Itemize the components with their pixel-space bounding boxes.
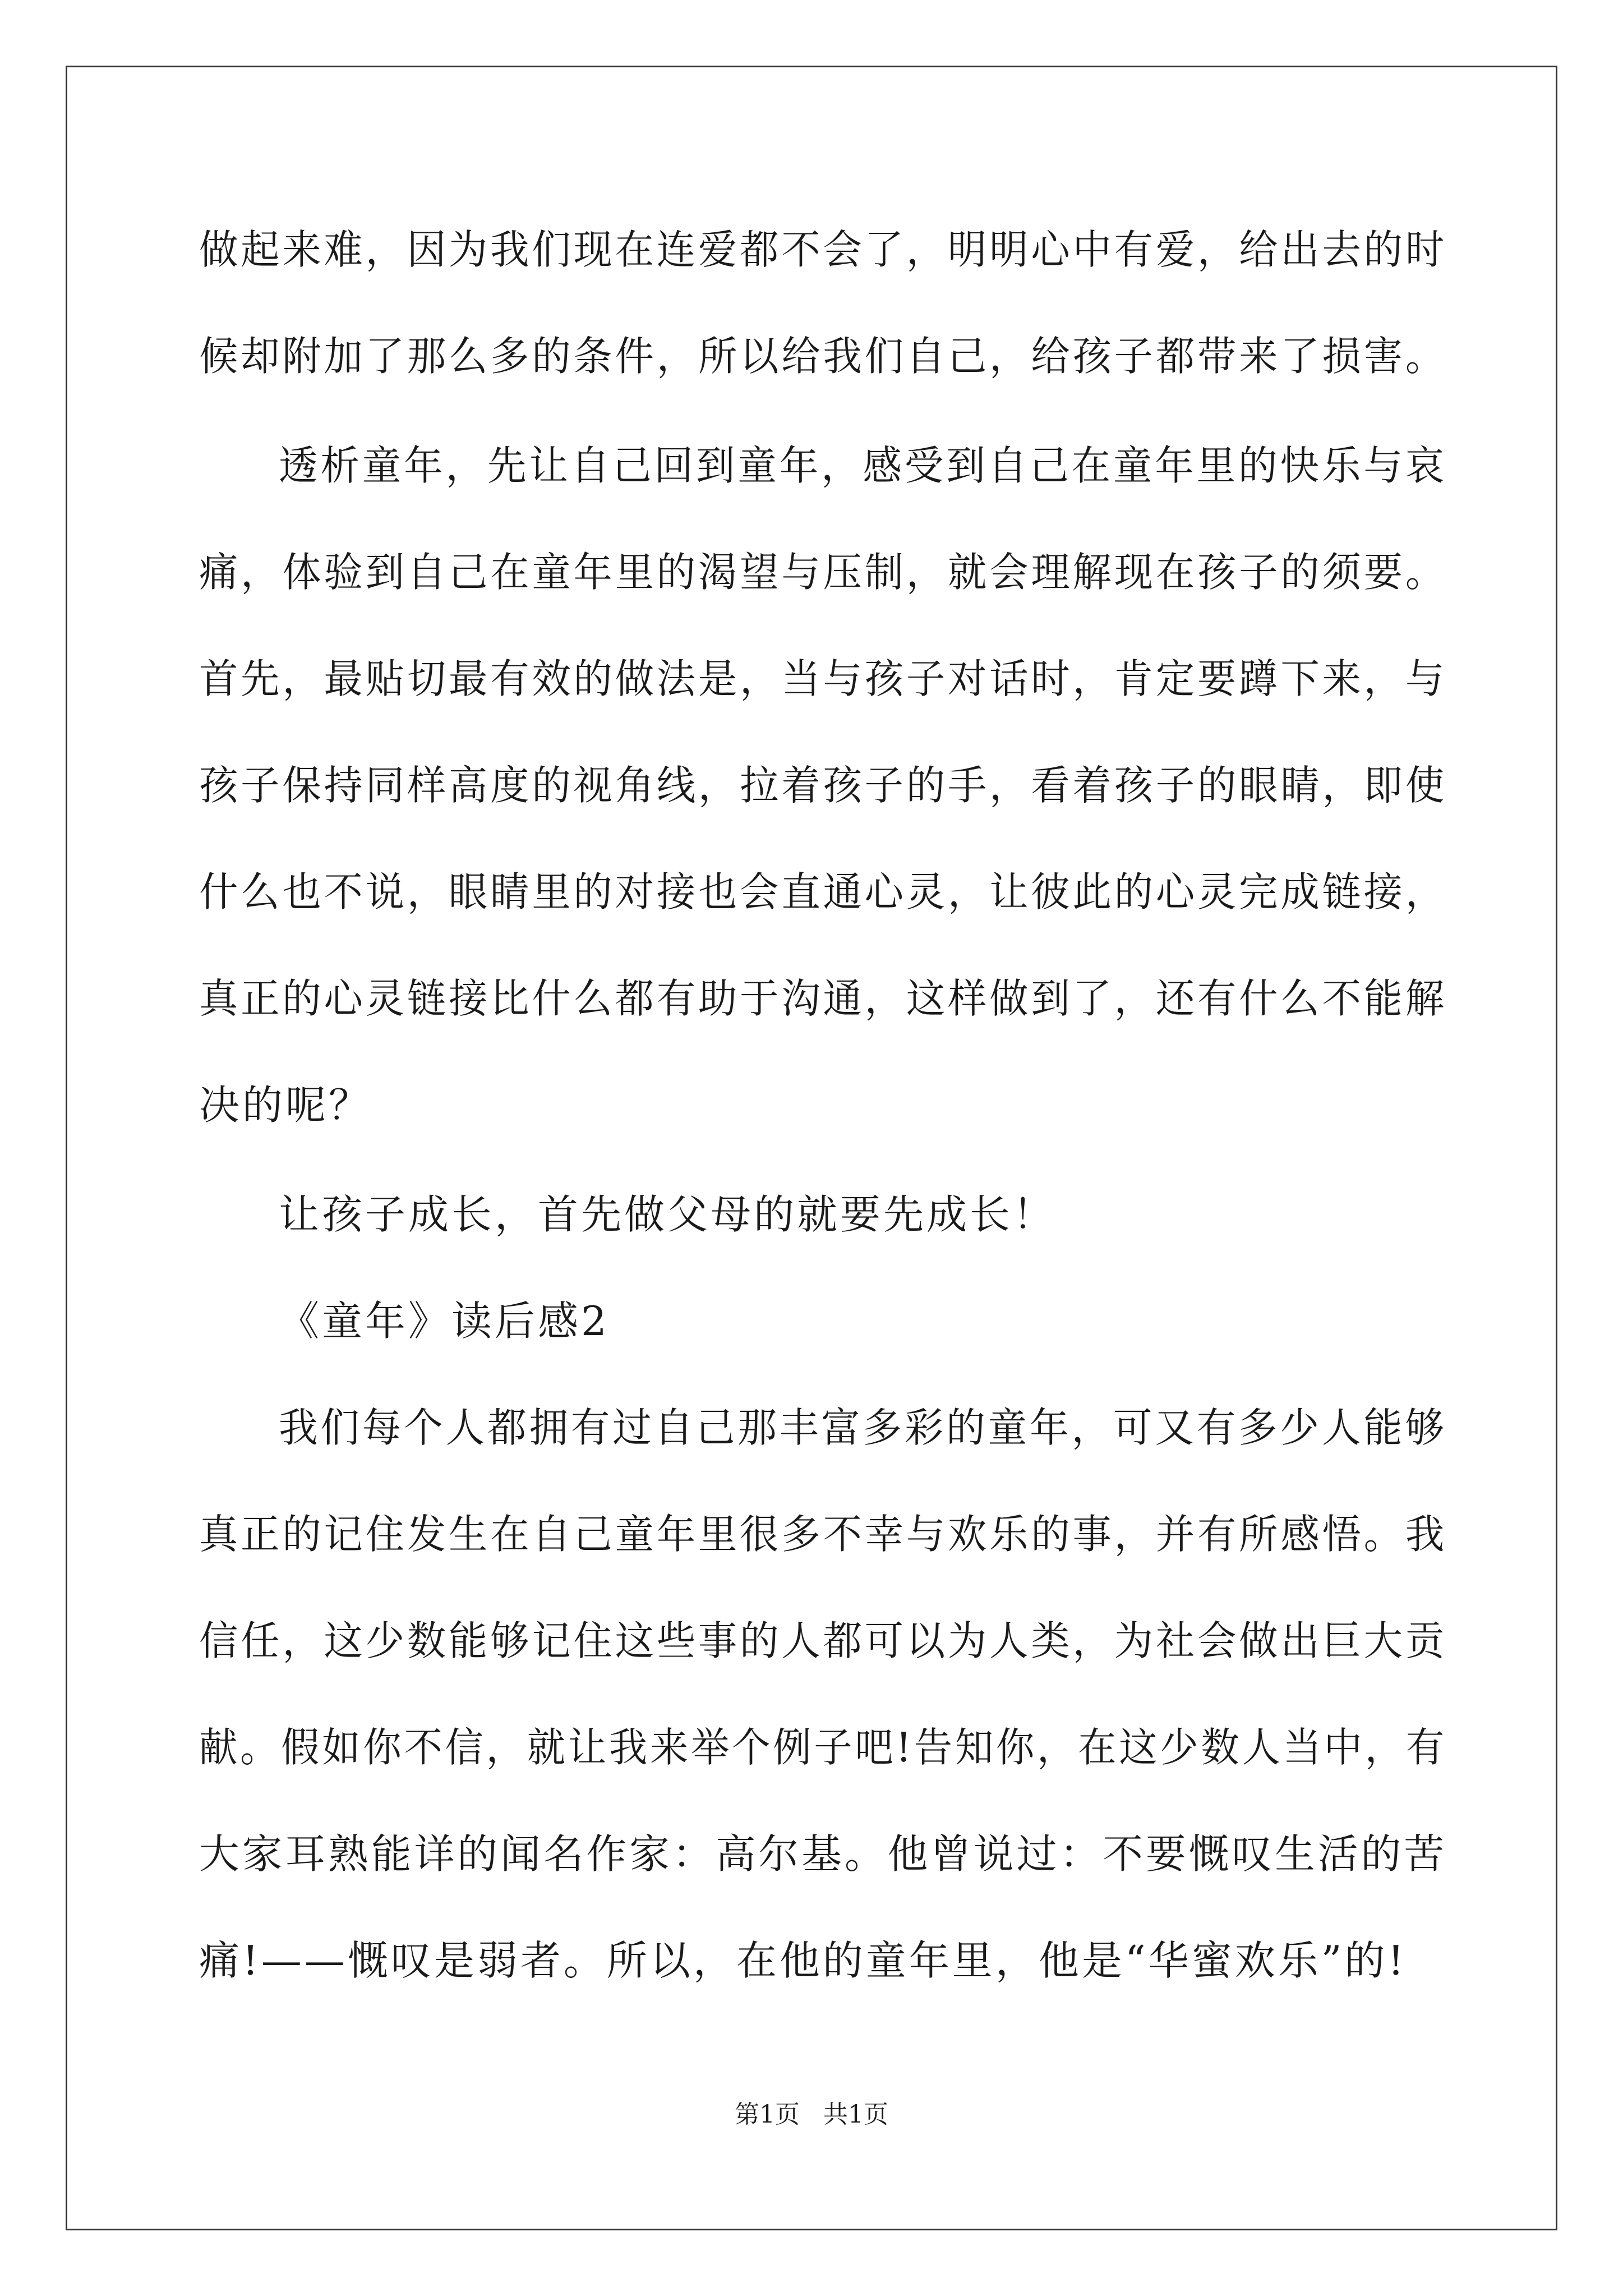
text-line: 真正的心灵链接比什么都有助于沟通，这样做到了，还有什么不能解 [199, 975, 1447, 1022]
text-line: 真正的记住发生在自己童年里很多不幸与欢乐的事，并有所感悟。我 [199, 1511, 1447, 1558]
text-line: 做起来难，因为我们现在连爱都不会了，明明心中有爱，给出去的时 [199, 226, 1447, 273]
text-line: 孩子保持同样高度的视角线，拉着孩子的手，看着孩子的眼睛，即使 [199, 762, 1447, 809]
text-line: 大家耳熟能详的闻名作家：高尔基。他曾说过：不要慨叹生活的苦 [199, 1830, 1447, 1878]
text-line: 决的呢？ [199, 1082, 372, 1129]
page-border [66, 66, 1557, 2230]
text-line: 首先，最贴切最有效的做法是，当与孩子对话时，肯定要蹲下来，与 [199, 655, 1447, 702]
text-line: 信任，这少数能够记住这些事的人都可以为人类，为社会做出巨大贡 [199, 1617, 1447, 1664]
text-line: 什么也不说，眼睛里的对接也会直通心灵，让彼此的心灵完成链接， [199, 868, 1447, 915]
text-line: 痛!——慨叹是弱者。所以，在他的童年里，他是“华蜜欢乐”的! [199, 1937, 1407, 1984]
section-heading: 《童年》读后感2 [279, 1297, 610, 1345]
paragraph-start-line: 让孩子成长，首先做父母的就要先成长！ [279, 1191, 1057, 1238]
paragraph-start-line: 透析童年，先让自己回到童年，感受到自己在童年里的快乐与哀 [279, 442, 1447, 489]
page-footer: 第1页 共1页 [735, 2100, 888, 2129]
paragraph-start-line: 我们每个人都拥有过自己那丰富多彩的童年，可又有多少人能够 [279, 1404, 1447, 1451]
text-line: 献。假如你不信，就让我来举个例子吧!告知你，在这少数人当中，有 [199, 1724, 1447, 1771]
text-line: 候却附加了那么多的条件，所以给我们自己，给孩子都带来了损害。 [199, 333, 1447, 380]
text-line: 痛，体验到自己在童年里的渴望与压制，就会理解现在孩子的须要。 [199, 549, 1447, 596]
